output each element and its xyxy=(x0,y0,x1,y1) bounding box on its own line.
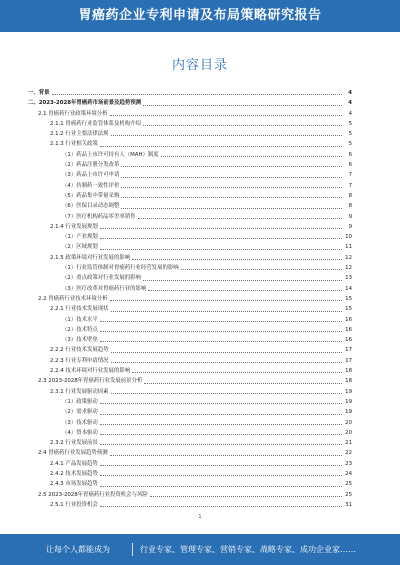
toc-entry-page: 5 xyxy=(348,141,352,148)
toc-entry-title: （7）医疗机构药品零差率销售 xyxy=(62,213,136,220)
toc-leader-dots xyxy=(110,300,342,301)
footer-slogan-right: 行业专家、管理专家、营销专家、战略专家、成功企业家…… xyxy=(140,545,356,554)
toc-leader-dots xyxy=(100,414,342,415)
toc-leader-dots xyxy=(100,238,342,239)
toc-entry[interactable] xyxy=(28,438,352,448)
toc-entry[interactable] xyxy=(28,304,352,314)
toc-entry[interactable] xyxy=(28,109,352,119)
toc-entry-page: 9 xyxy=(348,223,352,230)
toc-entry-title: 2.1.4 行业发展规划 xyxy=(50,223,98,230)
toc-leader-dots xyxy=(100,331,342,332)
toc-leader-dots xyxy=(161,156,342,157)
toc-entry-title: （1）产业规划 xyxy=(62,234,98,241)
toc-leader-dots xyxy=(111,311,342,312)
toc-entry[interactable] xyxy=(28,170,352,180)
toc-entry-page: 6 xyxy=(348,162,352,169)
toc-leader-dots xyxy=(111,362,342,363)
toc-entry-title: 2.3.2 行业发展前景 xyxy=(50,440,98,447)
toc-entry-page: 24 xyxy=(345,470,352,477)
toc-leader-dots xyxy=(143,280,342,281)
toc-entry[interactable] xyxy=(28,253,352,263)
toc-leader-dots xyxy=(100,341,342,342)
toc-entry-title: 2.4.2 技术发展趋势 xyxy=(50,470,98,477)
toc-entry[interactable] xyxy=(28,284,352,294)
toc-entry-page: 17 xyxy=(345,357,352,364)
toc-entry-page: 11 xyxy=(345,244,352,251)
toc-leader-dots xyxy=(100,475,342,476)
toc-entry-page: 25 xyxy=(345,481,352,488)
toc-leader-dots xyxy=(144,383,342,384)
toc-entry-page: 19 xyxy=(345,398,352,405)
toc-leader-dots xyxy=(150,496,342,497)
toc-entry-title: 二、2023-2028年胃癌药市场前景及趋势预测 xyxy=(28,100,142,107)
toc-entry-page: 17 xyxy=(345,347,352,354)
toc-entry[interactable] xyxy=(28,418,352,428)
footer-bar xyxy=(0,534,400,565)
toc-entry[interactable] xyxy=(28,160,352,170)
toc-entry[interactable] xyxy=(28,448,352,458)
toc-entry[interactable] xyxy=(28,242,352,252)
toc-entry-page: 5 xyxy=(348,131,352,138)
toc-entry-page: 4 xyxy=(348,100,352,107)
toc-entry[interactable] xyxy=(28,150,352,160)
toc-entry-title: 2.2.2 行业技术发展趋势 xyxy=(50,347,109,354)
toc-entry[interactable] xyxy=(28,325,352,335)
toc-entry[interactable] xyxy=(28,376,352,386)
toc-entry-page: 18 xyxy=(345,368,352,375)
toc-entry[interactable] xyxy=(28,366,352,376)
toc-entry[interactable] xyxy=(28,232,352,242)
toc-entry-page: 4 xyxy=(348,110,352,117)
toc-entry-page: 8 xyxy=(348,203,352,210)
toc-entry-title: （1）技术水平 xyxy=(62,316,98,323)
footer-divider xyxy=(132,543,133,556)
toc-entry-title: （2）技术特点 xyxy=(62,326,98,333)
toc-entry-page: 23 xyxy=(345,460,352,467)
toc-entry-page: 8 xyxy=(348,192,352,199)
toc-entry-page: 20 xyxy=(345,419,352,426)
toc-leader-dots xyxy=(111,135,342,136)
report-title: 胃癌药企业专利申请及布局策略研究报告 xyxy=(78,8,322,23)
toc-entry-title: 2.1.5 政策环境对行业发展的影响 xyxy=(50,254,131,261)
toc-entry-page: 9 xyxy=(348,213,352,220)
toc-leader-dots xyxy=(100,228,342,229)
toc-entry-page: 19 xyxy=(345,409,352,416)
toc-entry-page: 31 xyxy=(345,501,352,508)
toc-entry[interactable] xyxy=(28,397,352,407)
toc-entry-title: （3）技术壁垒 xyxy=(62,337,98,344)
toc-entry-page: 10 xyxy=(345,234,352,241)
toc-leader-dots xyxy=(138,218,342,219)
toc-entry-title: 2.1 胃癌药行业政策环境分析 xyxy=(38,110,108,117)
toc-leader-dots xyxy=(121,166,342,167)
toc-entry[interactable] xyxy=(28,490,352,500)
toc-entry-page: 15 xyxy=(345,295,352,302)
toc-entry-page: 16 xyxy=(345,316,352,323)
toc-entry-title: （1）行业监管体制对胃癌药行业经营发展的影响 xyxy=(62,265,179,272)
toc-entry-page: 5 xyxy=(348,120,352,127)
toc-entry-page: 13 xyxy=(345,275,352,282)
toc-entry[interactable] xyxy=(28,139,352,149)
toc-leader-dots xyxy=(111,352,342,353)
report-header-bar xyxy=(0,0,400,32)
toc-entry-title: 2.1.1 胃癌药行业监管体系及机构介绍 xyxy=(50,120,141,127)
toc-entry[interactable] xyxy=(28,294,352,304)
toc-entry-title: （1）政策驱动 xyxy=(62,398,98,405)
toc-entry-title: 2.1.3 行业相关政策 xyxy=(50,141,98,148)
toc-entry[interactable] xyxy=(28,479,352,489)
toc-leader-dots xyxy=(110,115,342,116)
toc-entry-page: 7 xyxy=(348,182,352,189)
toc-leader-dots xyxy=(100,424,342,425)
toc-heading: 内容目录 xyxy=(171,58,228,73)
toc-entry-title: （3）药品上市许可申请 xyxy=(62,172,120,179)
toc-leader-dots xyxy=(100,506,342,507)
toc-entry-page: 7 xyxy=(348,172,352,179)
toc-leader-dots xyxy=(148,290,342,291)
toc-entry-title: 2.2.3 行业专利申请情况 xyxy=(50,357,109,364)
toc-leader-dots xyxy=(100,486,342,487)
toc-entry-title: 2.2.1 行业技术发展现状 xyxy=(50,306,109,313)
toc-leader-dots xyxy=(100,146,342,147)
toc-leader-dots xyxy=(181,269,342,270)
toc-entry[interactable] xyxy=(28,201,352,211)
toc-entry-title: （2）需求驱动 xyxy=(62,409,98,416)
toc-entry-title: 2.3 2023-2028年胃癌药行业发展前景分析 xyxy=(38,378,143,385)
toc-entry-title: （4）仿制药一致性评价 xyxy=(62,182,120,189)
toc-entry[interactable] xyxy=(28,212,352,222)
toc-entry-title: 2.1.2 行业主要法律法规 xyxy=(50,131,109,138)
toc-entry[interactable] xyxy=(28,273,352,283)
toc-entry-title: （5）药品集中带量采购 xyxy=(62,192,120,199)
footer-slogan-left: 让每个人都能成为 xyxy=(46,545,110,554)
toc-entry-title: （2）区域规划 xyxy=(62,244,98,251)
toc-leader-dots xyxy=(111,393,342,394)
toc-leader-dots xyxy=(100,321,342,322)
toc-entry[interactable] xyxy=(28,428,352,438)
toc-entry[interactable] xyxy=(28,263,352,273)
toc-entry[interactable] xyxy=(28,181,352,191)
toc-leader-dots xyxy=(121,187,342,188)
toc-entry-title: （6）医保目录动态调整 xyxy=(62,203,120,210)
toc-entry-page: 6 xyxy=(348,151,352,158)
toc-entry[interactable] xyxy=(28,98,352,108)
toc-entry[interactable] xyxy=(28,407,352,417)
toc-entry[interactable] xyxy=(28,129,352,139)
toc-entry[interactable] xyxy=(28,500,352,510)
toc-leader-dots xyxy=(121,208,342,209)
toc-entry-title: （3）医疗改革对胃癌药行业的影响 xyxy=(62,285,147,292)
toc-entry[interactable] xyxy=(28,315,352,325)
toc-entry-title: 2.5.1 行业投资机会 xyxy=(50,501,98,508)
toc-leader-dots xyxy=(100,249,342,250)
page-number: 1 xyxy=(198,514,202,520)
toc-entry[interactable] xyxy=(28,335,352,345)
toc-entry-page: 14 xyxy=(345,285,352,292)
toc-entry-title: 一、背景 xyxy=(28,90,50,96)
toc-entry-page: 12 xyxy=(345,254,352,261)
toc-entry-title: （2）重点政策对行业发展的影响 xyxy=(62,275,141,282)
toc-entry[interactable] xyxy=(28,119,352,129)
toc-entry-title: 2.2.4 技术环境对行业发展的影响 xyxy=(50,368,131,375)
table-of-contents xyxy=(28,88,352,510)
toc-entry-title: 2.4.3 市场发展趋势 xyxy=(50,481,98,488)
toc-leader-dots xyxy=(143,125,342,126)
toc-entry-title: 2.5 2023-2028年胃癌药行业投资机会与风险 xyxy=(38,491,148,498)
toc-entry-title: 2.4.1 产品发展趋势 xyxy=(50,460,98,467)
toc-entry-page: 22 xyxy=(345,450,352,457)
toc-entry-page: 16 xyxy=(345,337,352,344)
toc-entry-title: 2.2 胃癌药行业技术环境分析 xyxy=(38,295,108,302)
toc-leader-dots xyxy=(143,105,342,106)
toc-entry-page: 20 xyxy=(345,429,352,436)
toc-entry[interactable] xyxy=(28,88,352,98)
toc-entry-page: 4 xyxy=(348,90,352,96)
toc-entry-page: 21 xyxy=(345,440,352,447)
toc-entry[interactable] xyxy=(28,469,352,479)
toc-entry-title: 2.4 胃癌药行业发展趋势预测 xyxy=(38,450,108,457)
toc-leader-dots xyxy=(100,434,342,435)
toc-entry[interactable] xyxy=(28,459,352,469)
toc-entry-page: 25 xyxy=(345,491,352,498)
toc-entry-title: （2）药品注册分类改革 xyxy=(62,162,120,169)
toc-entry[interactable] xyxy=(28,191,352,201)
toc-entry-page: 15 xyxy=(345,306,352,313)
toc-entry-title: 2.3.1 行业发展驱动因素 xyxy=(50,388,109,395)
toc-leader-dots xyxy=(121,197,342,198)
toc-entry-title: （1）药品上市许可持有人（MAH）制度 xyxy=(62,151,159,158)
toc-leader-dots xyxy=(110,455,342,456)
toc-leader-dots xyxy=(100,465,342,466)
toc-entry[interactable] xyxy=(28,356,352,366)
toc-leader-dots xyxy=(132,259,342,260)
toc-entry-page: 18 xyxy=(345,378,352,385)
toc-entry-page: 12 xyxy=(345,265,352,272)
toc-entry-page: 19 xyxy=(345,388,352,395)
toc-leader-dots xyxy=(100,444,342,445)
toc-entry[interactable] xyxy=(28,387,352,397)
toc-entry-page: 16 xyxy=(345,326,352,333)
toc-entry-title: （3）技术驱动 xyxy=(62,419,98,426)
toc-leader-dots xyxy=(52,94,342,95)
toc-entry[interactable] xyxy=(28,345,352,355)
toc-entry[interactable] xyxy=(28,222,352,232)
toc-entry-title: （4）资本驱动 xyxy=(62,429,98,436)
toc-leader-dots xyxy=(132,372,342,373)
toc-leader-dots xyxy=(100,403,342,404)
toc-leader-dots xyxy=(121,177,342,178)
